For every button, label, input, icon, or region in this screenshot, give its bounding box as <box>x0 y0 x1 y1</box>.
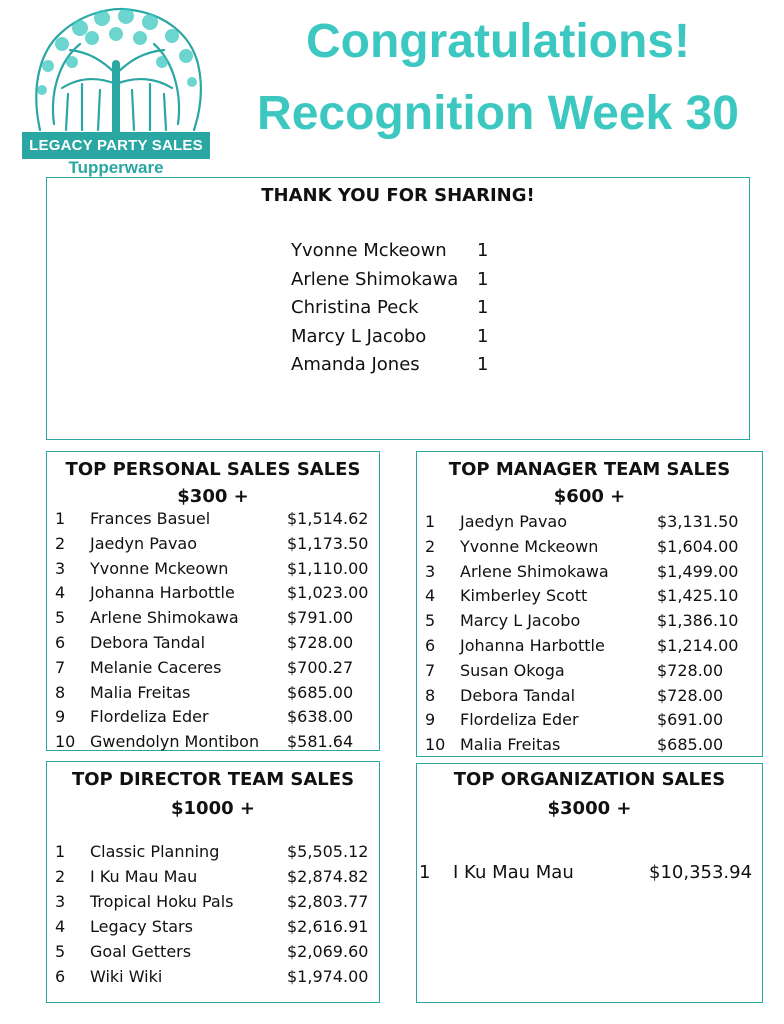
rank-number: 2 <box>425 536 436 556</box>
sharer-name: Marcy L Jacobo <box>291 325 427 347</box>
headline-recognition-week: Recognition Week 30 <box>257 87 739 140</box>
manager-sales-threshold: $600 + <box>553 486 626 507</box>
manager-name: Malia Freitas <box>460 735 561 755</box>
manager-name: Arlene Shimokawa <box>460 561 609 581</box>
rank-number: 5 <box>55 608 66 628</box>
table-row <box>47 705 379 729</box>
organization-sales-threshold: $3000 + <box>547 798 632 819</box>
personal-sales-threshold: $300 + <box>177 486 249 507</box>
manager-name: Flordeliza Eder <box>460 710 579 730</box>
seller-name: Flordeliza Eder <box>90 707 209 727</box>
logo-banner-text: LEGACY PARTY SALES <box>22 132 210 159</box>
share-count: 1 <box>477 325 489 347</box>
sales-amount: $1,604.00 <box>657 536 739 556</box>
sales-amount: $1,425.10 <box>657 586 739 606</box>
table-row <box>417 860 762 884</box>
manager-name: Yvonne Mckeown <box>460 536 599 556</box>
seller-name: Malia Freitas <box>90 682 191 702</box>
sales-amount: $1,214.00 <box>657 636 739 655</box>
sales-amount: $728.00 <box>287 633 354 652</box>
personal-sales-title: TOP PERSONAL SALES SALES <box>65 459 361 480</box>
seller-name: Debora Tandal <box>90 633 206 652</box>
sales-amount: $2,803.77 <box>287 892 369 911</box>
rank-number: 2 <box>55 867 66 886</box>
seller-name: Jaedyn Pavao <box>90 533 198 553</box>
table-row <box>417 733 762 757</box>
organization-sales-title: TOP ORGANIZATION SALES <box>453 769 726 790</box>
team-name: I Ku Mau Mau <box>90 867 198 886</box>
table-row <box>47 507 379 531</box>
sharer-name: Christina Peck <box>291 297 419 318</box>
share-count: 1 <box>477 268 489 290</box>
sales-amount: $1,499.00 <box>657 561 739 581</box>
banyan-tree-icon <box>22 4 210 142</box>
headline-congratulations: Congratulations! <box>306 15 690 68</box>
rank-number: 10 <box>425 735 446 755</box>
table-row <box>47 606 379 630</box>
table-row <box>417 634 762 658</box>
seller-name: Johanna Harbottle <box>90 583 235 603</box>
sales-amount: $10,353.94 <box>649 862 753 883</box>
seller-name: Gwendolyn Montibon <box>90 732 260 752</box>
legacy-logo <box>22 4 210 176</box>
organization-name: I Ku Mau Mau <box>453 862 574 883</box>
rank-number: 2 <box>55 533 66 553</box>
director-sales-threshold: $1000 + <box>171 798 255 819</box>
rank-number: 9 <box>425 710 436 730</box>
manager-name: Marcy L Jacobo <box>460 611 581 631</box>
sales-amount: $1,110.00 <box>287 558 369 578</box>
table-row <box>47 237 749 261</box>
sales-amount: $1,023.00 <box>287 583 369 603</box>
rank-number: 8 <box>425 685 436 705</box>
table-row <box>47 915 379 939</box>
sharer-name: Yvonne Mckeown <box>291 240 447 261</box>
table-row <box>47 581 379 605</box>
rank-number: 3 <box>425 561 436 581</box>
table-row <box>417 708 762 732</box>
share-count: 1 <box>477 354 489 375</box>
organization-sales-box <box>416 763 763 1003</box>
rank-number: 1 <box>419 862 431 883</box>
sales-amount: $700.27 <box>287 657 354 677</box>
sales-amount: $1,514.62 <box>287 509 369 528</box>
sharing-box <box>46 177 750 440</box>
sales-amount: $1,974.00 <box>287 967 369 986</box>
sales-amount: $2,616.91 <box>287 917 369 936</box>
sales-amount: $728.00 <box>657 685 724 705</box>
sales-amount: $685.00 <box>287 682 354 702</box>
table-row <box>47 656 379 680</box>
manager-name: Jaedyn Pavao <box>460 512 568 531</box>
table-row <box>47 294 749 318</box>
sales-amount: $2,069.60 <box>287 942 369 961</box>
table-row <box>47 351 749 375</box>
rank-number: 10 <box>55 732 76 752</box>
sales-amount: $638.00 <box>287 707 354 727</box>
table-row <box>417 659 762 683</box>
table-row <box>47 681 379 705</box>
rank-number: 4 <box>55 917 66 936</box>
team-name: Tropical Hoku Pals <box>90 892 234 911</box>
sales-amount: $3,131.50 <box>657 512 739 531</box>
sharing-title: THANK YOU FOR SHARING! <box>261 185 535 206</box>
manager-sales-box <box>416 451 763 757</box>
table-row <box>47 890 379 914</box>
sharer-name: Arlene Shimokawa <box>291 268 459 290</box>
rank-number: 6 <box>425 636 436 655</box>
table-row <box>417 584 762 608</box>
table-row <box>47 532 379 556</box>
rank-number: 7 <box>425 660 436 680</box>
sales-amount: $791.00 <box>287 608 354 628</box>
manager-sales-title: TOP MANAGER TEAM SALES <box>448 459 731 480</box>
rank-number: 4 <box>55 583 66 603</box>
director-sales-title: TOP DIRECTOR TEAM SALES <box>71 769 355 790</box>
rank-number: 1 <box>425 512 436 531</box>
seller-name: Arlene Shimokawa <box>90 608 239 628</box>
seller-name: Frances Basuel <box>90 509 211 528</box>
sales-amount: $581.64 <box>287 732 354 752</box>
team-name: Goal Getters <box>90 942 192 961</box>
rank-number: 1 <box>55 842 66 861</box>
sales-amount: $5,505.12 <box>287 842 369 861</box>
table-row <box>417 535 762 559</box>
rank-number: 3 <box>55 558 66 578</box>
manager-name: Kimberley Scott <box>460 586 588 606</box>
team-name: Classic Planning <box>90 842 220 861</box>
manager-name: Debora Tandal <box>460 685 576 705</box>
sales-amount: $1,173.50 <box>287 533 369 553</box>
rank-number: 7 <box>55 657 66 677</box>
table-row <box>47 965 379 989</box>
table-row <box>47 266 749 290</box>
rank-number: 8 <box>55 682 66 702</box>
table-row <box>417 510 762 534</box>
sharer-name: Amanda Jones <box>291 354 420 375</box>
table-row <box>417 609 762 633</box>
sales-amount: $691.00 <box>657 710 724 730</box>
share-count: 1 <box>477 297 489 318</box>
logo-brand-text: Tupperware <box>68 158 164 177</box>
rank-number: 4 <box>425 586 436 606</box>
table-row <box>417 684 762 708</box>
table-row <box>417 560 762 584</box>
sales-amount: $2,874.82 <box>287 867 369 886</box>
rank-number: 5 <box>55 942 66 961</box>
rank-number: 6 <box>55 967 66 986</box>
table-row <box>47 730 379 754</box>
seller-name: Yvonne Mckeown <box>90 558 229 578</box>
sales-amount: $1,386.10 <box>657 611 739 631</box>
director-sales-box <box>46 761 380 1003</box>
team-name: Wiki Wiki <box>90 967 163 986</box>
share-count: 1 <box>477 240 489 261</box>
rank-number: 1 <box>55 509 66 528</box>
table-row <box>47 940 379 964</box>
rank-number: 5 <box>425 611 436 631</box>
table-row <box>47 631 379 655</box>
rank-number: 3 <box>55 892 66 911</box>
rank-number: 6 <box>55 633 66 652</box>
seller-name: Melanie Caceres <box>90 657 222 677</box>
table-row <box>47 840 379 864</box>
sales-amount: $685.00 <box>657 735 724 755</box>
table-row <box>47 865 379 889</box>
manager-name: Susan Okoga <box>460 660 565 680</box>
table-row <box>47 323 749 347</box>
team-name: Legacy Stars <box>90 917 193 936</box>
table-row <box>47 557 379 581</box>
manager-name: Johanna Harbottle <box>460 636 605 655</box>
rank-number: 9 <box>55 707 66 727</box>
personal-sales-box <box>46 451 380 751</box>
sales-amount: $728.00 <box>657 660 724 680</box>
